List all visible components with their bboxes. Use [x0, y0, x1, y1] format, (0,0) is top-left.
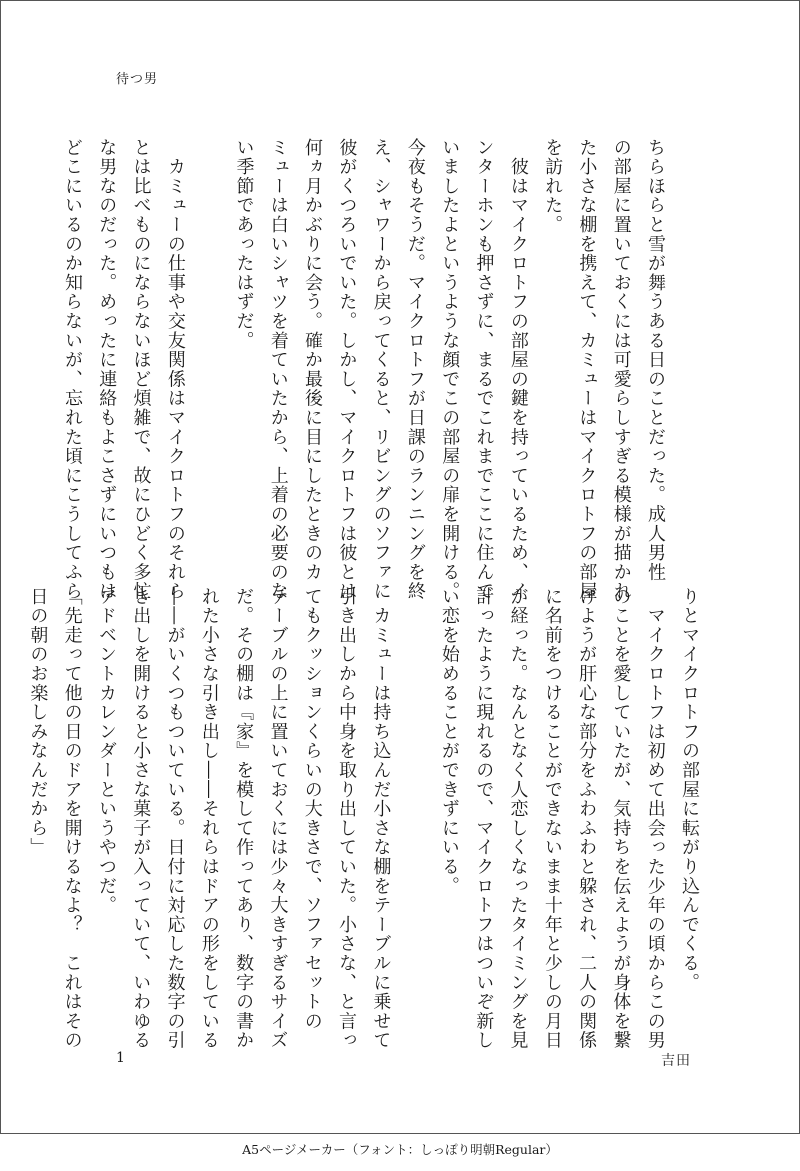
text-line: マイクロトフは初めて出会った少年の頃からこの男: [644, 587, 666, 1051]
text-line: テーブルの上に置いておくには少々大きすぎるサイズ: [267, 587, 289, 1051]
text-line: に名前をつけることができないまま十年と少しの月日: [541, 587, 563, 1051]
text-line: げようが肝心な部分をふわふわと躱され、二人の関係: [576, 587, 598, 1051]
text-line: いましたよというような顔でこの部屋の扉を開ける。: [439, 138, 461, 602]
text-line: ――がいくつもついている。日付に対応した数字の引: [164, 587, 186, 1051]
text-line: い季節であったはずだ。: [233, 138, 255, 351]
text-line: カミューは持ち込んだ小さな棚をテーブルに乗せて: [370, 587, 392, 1051]
text-line: の部屋に置いておくには可愛らしすぎる模様が描かれ: [610, 138, 632, 602]
upper-text-column: [55, 138, 672, 602]
footer-credit: A5ページメーカー（フォント：しっぽり明朝Regular）: [242, 1142, 558, 1157]
running-title: 待つ男: [116, 72, 159, 87]
text-line: カミューの仕事や交友関係はマイクロトフのそれら: [164, 138, 186, 602]
text-line: 引き出しから中身を取り出していた。小さな、と言っ: [336, 587, 358, 1051]
text-line: とは比べものにならないほど煩雑で、故にひどく多忙: [130, 138, 152, 602]
text-line: が経った。なんとなく人恋しくなったタイミングを見: [507, 587, 529, 1051]
text-line: え、シャワーから戻ってくると、リビングのソファに: [370, 138, 392, 602]
text-line: 計ったように現れるので、マイクロトフはついぞ新し: [473, 587, 495, 1051]
text-line: き出しを開けると小さな菓子が入っていて、いわゆる: [130, 587, 152, 1051]
text-line: 彼がくつろいでいた。しかし、マイクロトフは彼とは: [336, 138, 358, 602]
text-line: アドベントカレンダーというやつだ。: [95, 587, 117, 916]
text-line: 何ヵ月かぶりに会う。確か最後に目にしたときのカ: [302, 138, 324, 582]
text-line: な男なのだった。めったに連絡もよこさずにいつもは: [96, 138, 118, 602]
text-line: 「先走って他の日のドアを開けるなよ？ これはその: [61, 587, 83, 1051]
text-line: てもクッションくらいの大きさで、ソファセットの: [301, 587, 323, 1031]
text-line: ンターホンも押さずに、まるでこれまでここに住んで: [473, 138, 495, 602]
text-line: 日の朝のお楽しみなんだから」: [27, 587, 49, 858]
lower-text-column: [20, 587, 706, 1051]
text-line: だ。その棚は『家』を模して作ってあり、数字の書か: [233, 587, 255, 1051]
text-line: を訪れた。: [542, 138, 564, 235]
text-line: い恋を始めることができずにいる。: [438, 587, 460, 896]
text-line: れた小さな引き出し――それらはドアの形をしている: [198, 587, 220, 1051]
page-number: 1: [116, 1050, 125, 1066]
text-line: た小さな棚を携えて、カミューはマイクロトフの部屋: [576, 138, 598, 602]
text-line: 彼はマイクロトフの部屋の鍵を持っているため、イ: [507, 138, 529, 602]
text-line: りとマイクロトフの部屋に転がり込んでくる。: [679, 587, 700, 993]
author-name: 吉田: [661, 1053, 691, 1069]
text-line: ちらほらと雪が舞うある日のことだった。成人男性: [645, 138, 666, 582]
text-line: のことを愛していたが、気持ちを伝えようが身体を繋: [610, 587, 632, 1051]
text-line: 今夜もそうだ。マイクロトフが日課のランニングを終: [404, 138, 426, 602]
text-line: ミューは白いシャツを着ていたから、上着の必要のな: [267, 138, 289, 602]
text-line: どこにいるのか知らないが、忘れた頃にこうしてふら: [61, 138, 83, 602]
